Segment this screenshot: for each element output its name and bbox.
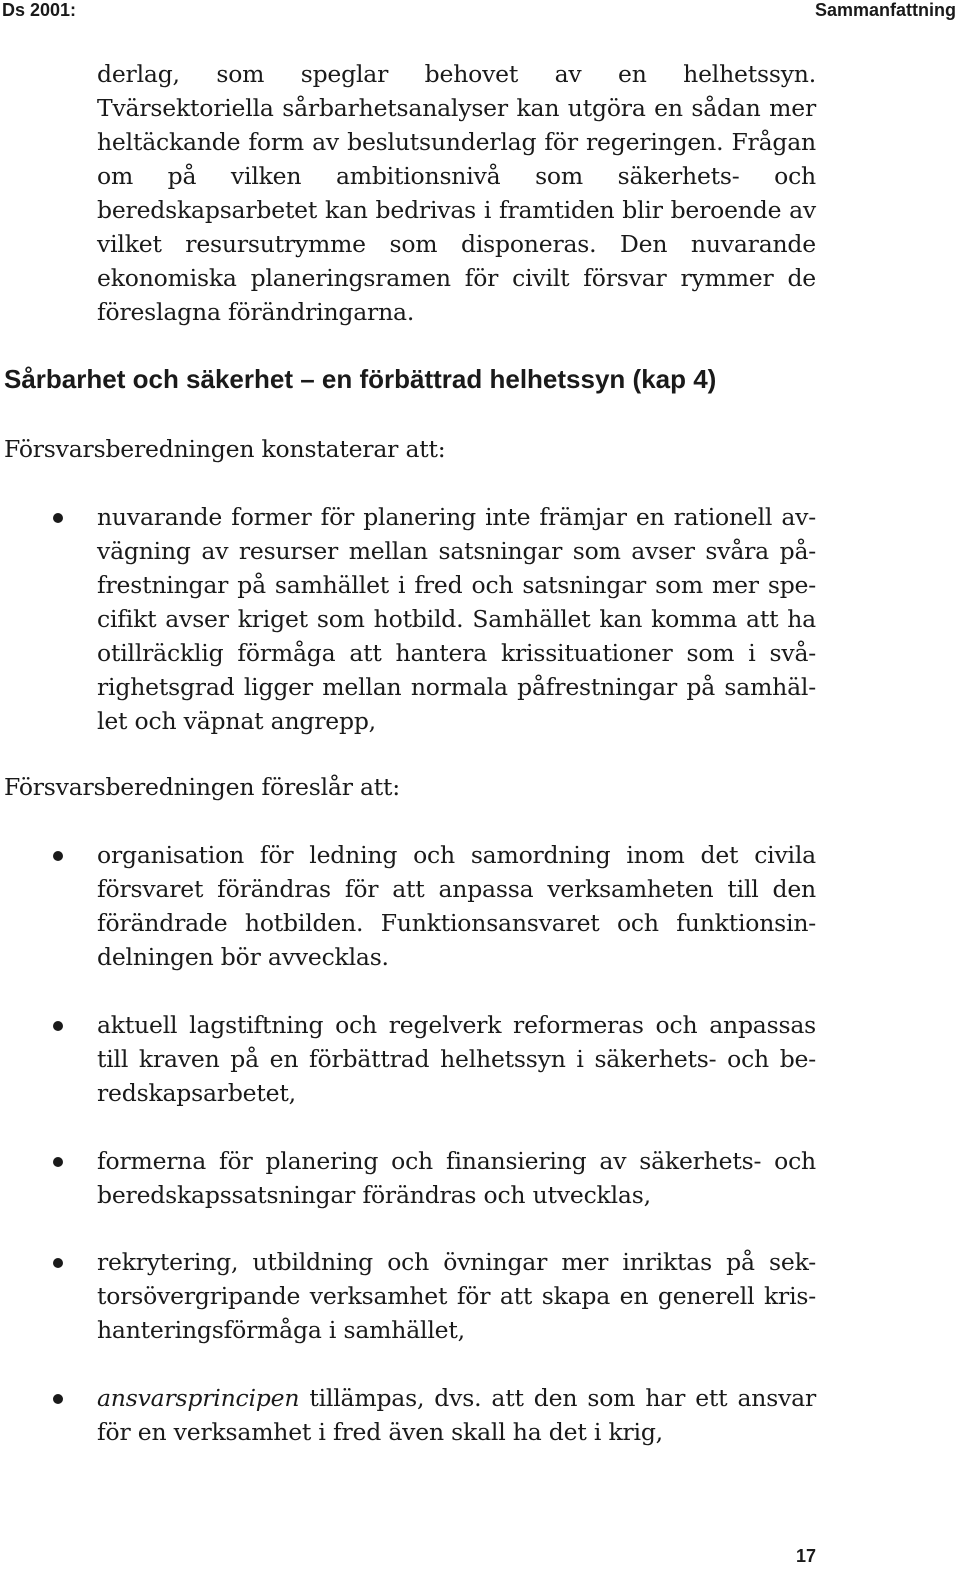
bullet-line: försvaret förändras för att anpassa verksamheten till den xyxy=(97,875,816,903)
bullet-line: vägning av resurser mellan satsningar som avser svåra på- xyxy=(97,537,816,565)
bullet-line: rekrytering, utbildning och övningar mer inriktas på sek- xyxy=(97,1248,816,1276)
bullet-line: let och väpnat angrepp, xyxy=(97,707,376,735)
paragraph-line: Tvärsektoriella sårbarhetsanalyser kan utgöra en sådan mer xyxy=(97,94,816,122)
bullet-line: för en verksamhet i fred även skall ha det i krig, xyxy=(97,1418,663,1446)
running-head xyxy=(0,0,960,22)
bullet-icon xyxy=(53,1021,63,1031)
bullet-line: delningen bör avvecklas. xyxy=(97,943,389,971)
paragraph-line: ekonomiska planeringsramen för civilt försvar rymmer de xyxy=(97,264,816,292)
bullet-icon xyxy=(53,513,63,523)
bullet-line: hanteringsförmåga i samhället, xyxy=(97,1316,465,1344)
emphasized-term: ansvarsprincipen xyxy=(97,1384,300,1412)
bullet-text xyxy=(97,500,816,738)
paragraph-line: om på vilken ambitionsnivå som säkerhets- och xyxy=(97,162,816,190)
bullet-line: righetsgrad ligger mellan normala påfrestningar på samhäl- xyxy=(97,673,816,701)
bullet-text xyxy=(97,1144,816,1212)
bullet-line: aktuell lagstiftning och regelverk reformeras och anpassas xyxy=(97,1011,816,1039)
bullet-icon xyxy=(53,1258,63,1268)
bullet-line: otillräcklig förmåga att hantera krissituationer som i svå- xyxy=(97,639,816,667)
bullet-line: cifikt avser kriget som hotbild. Samhället kan komma att ha xyxy=(97,605,816,633)
bullet-icon xyxy=(53,1157,63,1167)
bullet-text xyxy=(97,838,816,974)
paragraph-line: vilket resursutrymme som disponeras. Den nuvarande xyxy=(97,230,816,258)
bullet-line: förändrade hotbilden. Funktionsansvaret och funktionsin- xyxy=(97,909,816,937)
bullet-line: redskapsarbetet, xyxy=(97,1079,296,1107)
page-number: 17 xyxy=(795,1546,816,1566)
document-reference: Ds 2001: xyxy=(2,0,77,20)
bullet-line: frestningar på samhället i fred och satsningar som mer spe- xyxy=(97,571,816,599)
bullet-icon xyxy=(53,851,63,861)
bullet-text xyxy=(97,1381,816,1449)
bullet-line: till kraven på en förbättrad helhetssyn i säkerhets- och be- xyxy=(97,1045,816,1073)
bullet-text xyxy=(97,1245,816,1347)
bullet-text xyxy=(97,1008,816,1110)
bullet-line: formerna för planering och finansiering av säkerhets- och xyxy=(97,1147,816,1175)
paragraph-line: derlag, som speglar behovet av en helhetssyn. xyxy=(97,60,816,88)
section-heading: Sårbarhet och säkerhet – en förbättrad helhetssyn (kap 4) xyxy=(4,364,717,394)
chapter-title: Sammanfattning xyxy=(814,0,956,20)
bullet-icon xyxy=(53,1394,63,1404)
bullet-line: torsövergripande verksamhet för att skapa en generell kris- xyxy=(97,1282,816,1310)
intro-paragraph xyxy=(97,57,816,329)
proposal-lead: Försvarsberedningen föreslår att: xyxy=(4,773,401,801)
bullet-line: organisation för ledning och samordning inom det civila xyxy=(97,841,816,869)
bullet-line: beredskapssatsningar förändras och utvecklas, xyxy=(97,1181,651,1209)
bullet-line xyxy=(97,1381,816,1415)
paragraph-line: beredskapsarbetet kan bedrivas i framtiden blir beroende av xyxy=(97,196,816,224)
paragraph-line: heltäckande form av beslutsunderlag för regeringen. Frågan xyxy=(97,128,816,156)
bullet-line: nuvarande former för planering inte främjar en rationell av- xyxy=(97,503,816,531)
bullet-line-rest: tillämpas, dvs. att den som har ett ansvar xyxy=(299,1384,816,1412)
finding-lead: Försvarsberedningen konstaterar att: xyxy=(4,435,446,463)
paragraph-line: föreslagna förändringarna. xyxy=(97,298,415,326)
